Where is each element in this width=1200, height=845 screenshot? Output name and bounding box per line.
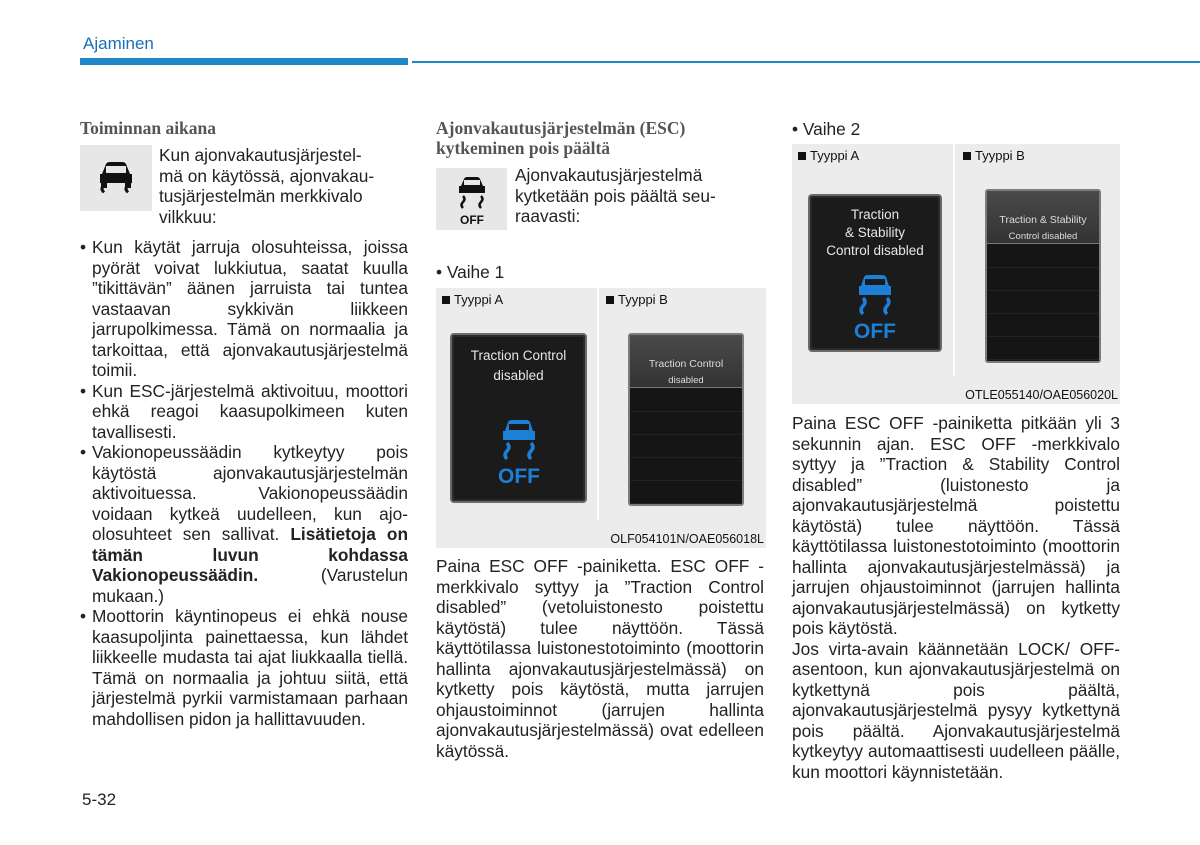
col1-bullet-list bbox=[80, 237, 408, 729]
type-a-cluster-display: Traction Control disabled OFF bbox=[450, 333, 587, 503]
step-1-label: • Vaihe 1 bbox=[436, 262, 505, 282]
esc-indicator-box bbox=[80, 145, 152, 211]
intro-line: kytketään pois päältä seu- bbox=[515, 185, 716, 206]
col1-intro bbox=[159, 145, 408, 227]
type-b-label: Tyyppi B bbox=[606, 292, 668, 307]
col3-paragraph-2: Jos virta-avain käännetään LOCK/ OFF-asentoon, kun ajonvakautusjärjestelmä on kytkettynä pois päältä, ajonvakautusjärjestelmä pysyy kytkettynä pois päältä. Ajonvakautusjärjestelmä kytkeytyy automaattisesti uudelleen päälle, kun moottori käynnistetään. bbox=[792, 638, 1120, 782]
esc-off-icon bbox=[449, 172, 495, 226]
intro-line: Kun ajonvakautusjärjestel- bbox=[159, 145, 362, 165]
list-item: • Kun ESC-järjestelmä aktivoituu, moottori ehkä reagoi kaasupolkimeen kuten tavallisesti. bbox=[80, 380, 408, 442]
heading-esc-off: Ajonvakautusjärjestelmän (ESC) kytkeminen pois päältä bbox=[436, 118, 686, 158]
header-bar bbox=[80, 58, 408, 65]
type-b-cluster-display: Traction Control disabled bbox=[628, 333, 744, 506]
step-2-illustration bbox=[792, 144, 1120, 404]
type-a-label: Tyyppi A bbox=[442, 292, 503, 307]
list-item: • Vakionopeussäädin kytkeytyy pois käytöstä ajonvakautusjärjestelmän aktivoituessa. Vakionopeussäädin voidaan kytkeä uudelleen, kun ajo-olosuhteet sen sallivat. Lisätietoja on tämän luvun kohdassa Vakionopeussäädin. (Varustelun mukaan.) bbox=[80, 442, 409, 606]
step-2-label: • Vaihe 2 bbox=[792, 119, 861, 139]
section-title: Ajaminen bbox=[83, 34, 154, 53]
col2-intro bbox=[515, 165, 764, 227]
figure-code: OTLE055140/OAE056020L bbox=[965, 388, 1118, 402]
esc-off-text: OFF bbox=[459, 213, 484, 226]
intro-line: raavasti: bbox=[515, 206, 581, 226]
step-1-illustration bbox=[436, 288, 766, 548]
col3-paragraph-1: Paina ESC OFF -painiketta pitkään yli 3 sekunnin ajan. ESC OFF -merkkivalo syttyy ja ”Traction & Stability Control disabled” (luistonesto ja ajonvakautusjärjestelmä poistettu käytöstä) tulee näyttöön. Tässä käyttötilassa luistonestotoiminto (moottorin hallinta ajonvakautusjärjestelmässä) ja jarrujen ohjaustoiminnot (jarrujen hallinta ajonvakautusjärjestelmässä) on kytketty pois käytöstä. bbox=[792, 413, 1120, 638]
col2-paragraph: Paina ESC OFF -painiketta. ESC OFF -merkkivalo syttyy ja ”Traction Control disabled” (vetoluistonesto poistettu käytöstä) tulee näyttöön. Tässä käyttötilassa luistonestotoiminto (moottorin hallinta ajonvakautusjärjestelmässä) on kytketty pois käytöstä, mutta jarrujen ohjaustoiminnot (jarrujen hallinta ajonvakautusjärjestelmässä) ovat edelleen käytössä. bbox=[436, 556, 764, 761]
esc-off-blue-icon bbox=[848, 268, 902, 344]
svg-text:OFF: OFF bbox=[854, 320, 896, 343]
cross-reference: Lisätietoja on tämän luvun kohdassa Vakionopeussäädin. bbox=[92, 524, 409, 585]
intro-line: vilkkuu: bbox=[159, 206, 217, 227]
esc-off-indicator-box bbox=[436, 168, 507, 230]
type-b-label: Tyyppi B bbox=[963, 148, 1025, 163]
svg-text:OFF: OFF bbox=[498, 465, 540, 488]
intro-line: Ajonvakautusjärjestelmä bbox=[515, 165, 703, 185]
header-rule bbox=[412, 61, 1200, 63]
type-a-label: Tyyppi A bbox=[798, 148, 859, 163]
esc-skid-icon bbox=[88, 150, 144, 206]
heading-toiminnan-aikana: Toiminnan aikana bbox=[80, 118, 217, 138]
page-number: 5-32 bbox=[82, 790, 117, 809]
type-b-cluster-display: Traction & Stability Control disabled bbox=[985, 189, 1101, 363]
col3-text bbox=[792, 413, 1120, 782]
type-a-cluster-display: Traction & Stability Control disabled OFF bbox=[808, 194, 942, 352]
list-item: • Kun käytät jarruja olosuhteissa, joissa pyörät voivat lukkiutua, saatat kuulla ”tikittävän” äänen jarruista tai tuntea vastaavan sykkivän liikkeen jarrupolkimessa. Tämä on normaalia ja tarkoittaa, että ajonvakautusjärjestelmä toimii. bbox=[80, 237, 408, 380]
intro-line: tusjärjestelmän merkkivalo bbox=[159, 186, 363, 206]
esc-off-blue-icon bbox=[492, 413, 546, 489]
intro-line: mä on käytössä, ajonvakau- bbox=[159, 165, 375, 186]
figure-code: OLF054101N/OAE056018L bbox=[610, 532, 764, 546]
list-item: • Moottorin käyntinopeus ei ehkä nouse kaasupoljinta painettaessa, kun lähdet liikkeelle mudasta tai ajat liukkaalla tiellä. Tämä on normaalia ja johtuu siitä, että järjestelmä pyrkii varmistamaan parhaan mahdollisen pidon ja hallittavuuden. bbox=[80, 606, 408, 729]
